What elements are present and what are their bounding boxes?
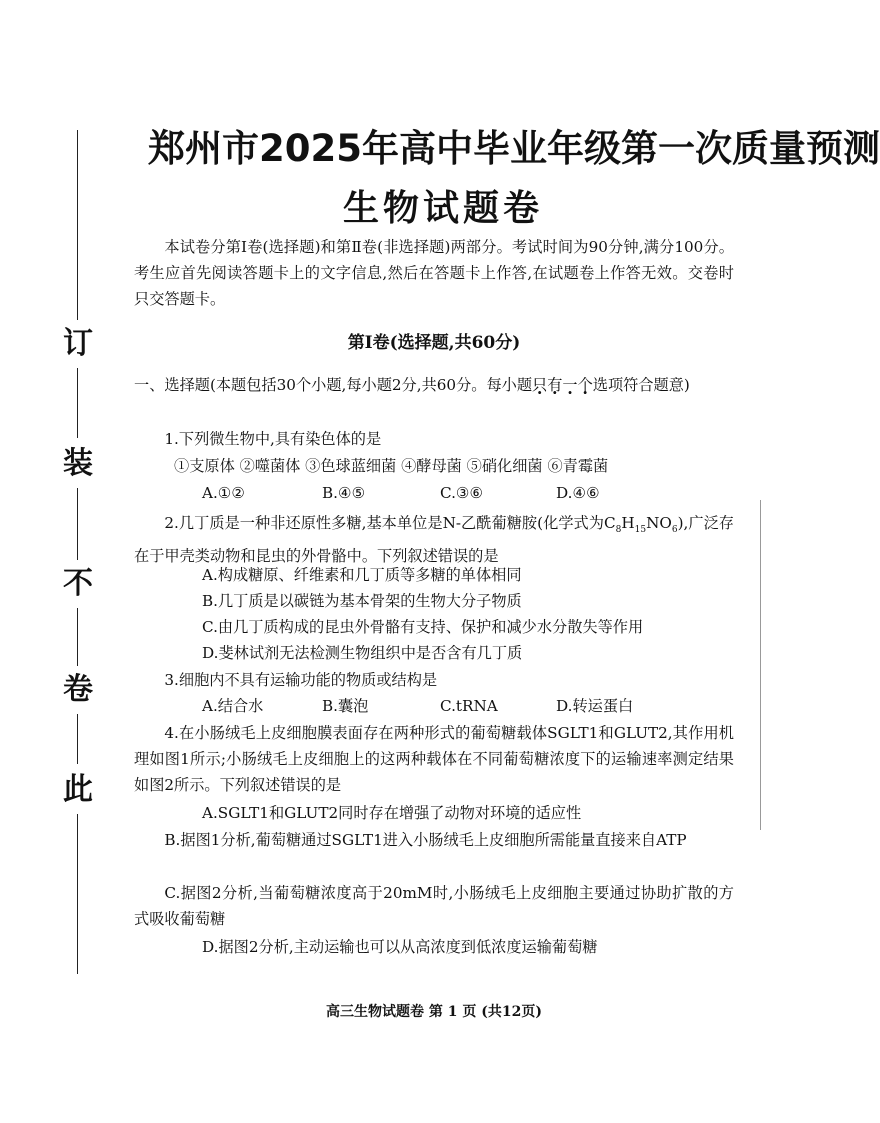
binding-line <box>77 608 78 666</box>
formula-no-sub: 6 <box>671 525 678 536</box>
binding-char: 装 <box>63 446 93 481</box>
formula-c-sub: 8 <box>615 525 622 536</box>
instruction-part2: 选项符合题意) <box>592 376 690 394</box>
formula-c: C <box>604 514 616 532</box>
instruction-part1: 一、选择题(本题包括30个小题,每小题2分,共60分。每小题 <box>134 376 533 394</box>
question-1-list: ①支原体 ②噬菌体 ③色球蓝细菌 ④酵母菌 ⑤硝化细菌 ⑥青霉菌 <box>174 457 609 475</box>
binding-char: 此 <box>63 772 93 807</box>
formula-h: H <box>621 514 635 532</box>
question-2-option-c: C.由几丁质构成的昆虫外骨骼有支持、保护和减少水分散失等作用 <box>202 618 644 636</box>
question-1-stem: 1.下列微生物中,具有染色体的是 <box>164 430 382 448</box>
binding-line <box>77 488 78 560</box>
question-2-stem-b: ),广泛存在于甲壳类动物和昆虫的外骨骼中。下列叙述错误的是 <box>134 514 734 566</box>
question-2-option-d: D.斐林试剂无法检测生物组织中是否含有几丁质 <box>202 644 523 662</box>
question-4-option-a: A.SGLT1和GLUT2同时存在增强了动物对环境的适应性 <box>202 804 582 822</box>
question-3-option-d: D.转运蛋白 <box>556 697 634 715</box>
question-2-option-a: A.构成糖原、纤维素和几丁质等多糖的单体相同 <box>202 566 522 584</box>
question-3-stem: 3.细胞内不具有运输功能的物质或结构是 <box>164 671 438 689</box>
question-2-option-b: B.几丁质是以碳链为基本骨架的生物大分子物质 <box>202 592 522 610</box>
page-footer: 高三生物试题卷 第 1 页 (共12页) <box>326 1004 542 1020</box>
exam-title: 郑州市2025年高中毕业年级第一次质量预测 <box>148 127 880 170</box>
question-4-option-b: B.据图1分析,葡萄糖通过SGLT1进入小肠绒毛上皮细胞所需能量直接来自ATP <box>164 831 687 849</box>
binding-char: 卷 <box>63 672 93 707</box>
emphasis-char: 个 <box>577 376 593 394</box>
question-4-option-d: D.据图2分析,主动运输也可以从高浓度到低浓度运输葡萄糖 <box>202 938 598 956</box>
binding-char: 不 <box>63 566 93 601</box>
binding-line <box>77 714 78 764</box>
chem-formula <box>604 514 678 536</box>
binding-line <box>77 130 78 320</box>
exam-subtitle: 生物试题卷 <box>342 188 543 229</box>
question-1-option-c: C.③⑥ <box>440 484 484 502</box>
formula-h-sub: 15 <box>634 525 647 536</box>
section-title: 第Ⅰ卷(选择题,共60分) <box>347 333 521 353</box>
question-4-stem: 4.在小肠绒毛上皮细胞膜表面存在两种形式的葡萄糖载体SGLT1和GLUT2,其作用机理如图1所示;小肠绒毛上皮细胞上的这两种载体在不同葡萄糖浓度下的运输速率测定结果如图2所示。下列叙述错误的是 <box>134 724 734 794</box>
binding-line <box>77 368 78 438</box>
question-1-option-a: A.①② <box>202 484 246 502</box>
question-3-option-b: B.囊泡 <box>322 697 369 715</box>
emphasis-char: 一 <box>562 376 578 394</box>
emphasis-char: 有 <box>547 376 563 394</box>
intro-paragraph: 本试卷分第Ⅰ卷(选择题)和第Ⅱ卷(非选择题)两部分。考试时间为90分钟,满分100分。考生应首先阅读答题卡上的文字信息,然后在答题卡上作答,在试题卷上作答无效。交卷时只交答题卡。 <box>134 238 734 308</box>
question-4-option-c: C.据图2分析,当葡萄糖浓度高于20mM时,小肠绒毛上皮细胞主要通过协助扩散的方式吸收葡萄糖 <box>134 884 734 928</box>
binding-line <box>77 814 78 974</box>
binding-char: 订 <box>63 326 93 361</box>
question-1-option-d: D.④⑥ <box>556 484 600 502</box>
question-1-option-b: B.④⑤ <box>322 484 366 502</box>
formula-no: NO <box>646 514 672 532</box>
question-2-stem <box>134 510 734 569</box>
emphasis-char: 只 <box>532 376 548 394</box>
question-2-stem-a: 2.几丁质是一种非还原性多糖,基本单位是N-乙酰葡糖胺(化学式为 <box>164 514 605 532</box>
edge-line <box>760 500 761 830</box>
question-3-option-a: A.结合水 <box>202 697 264 715</box>
section-instruction <box>134 372 734 398</box>
binding-margin <box>48 120 108 980</box>
question-3-option-c: C.tRNA <box>440 697 498 715</box>
